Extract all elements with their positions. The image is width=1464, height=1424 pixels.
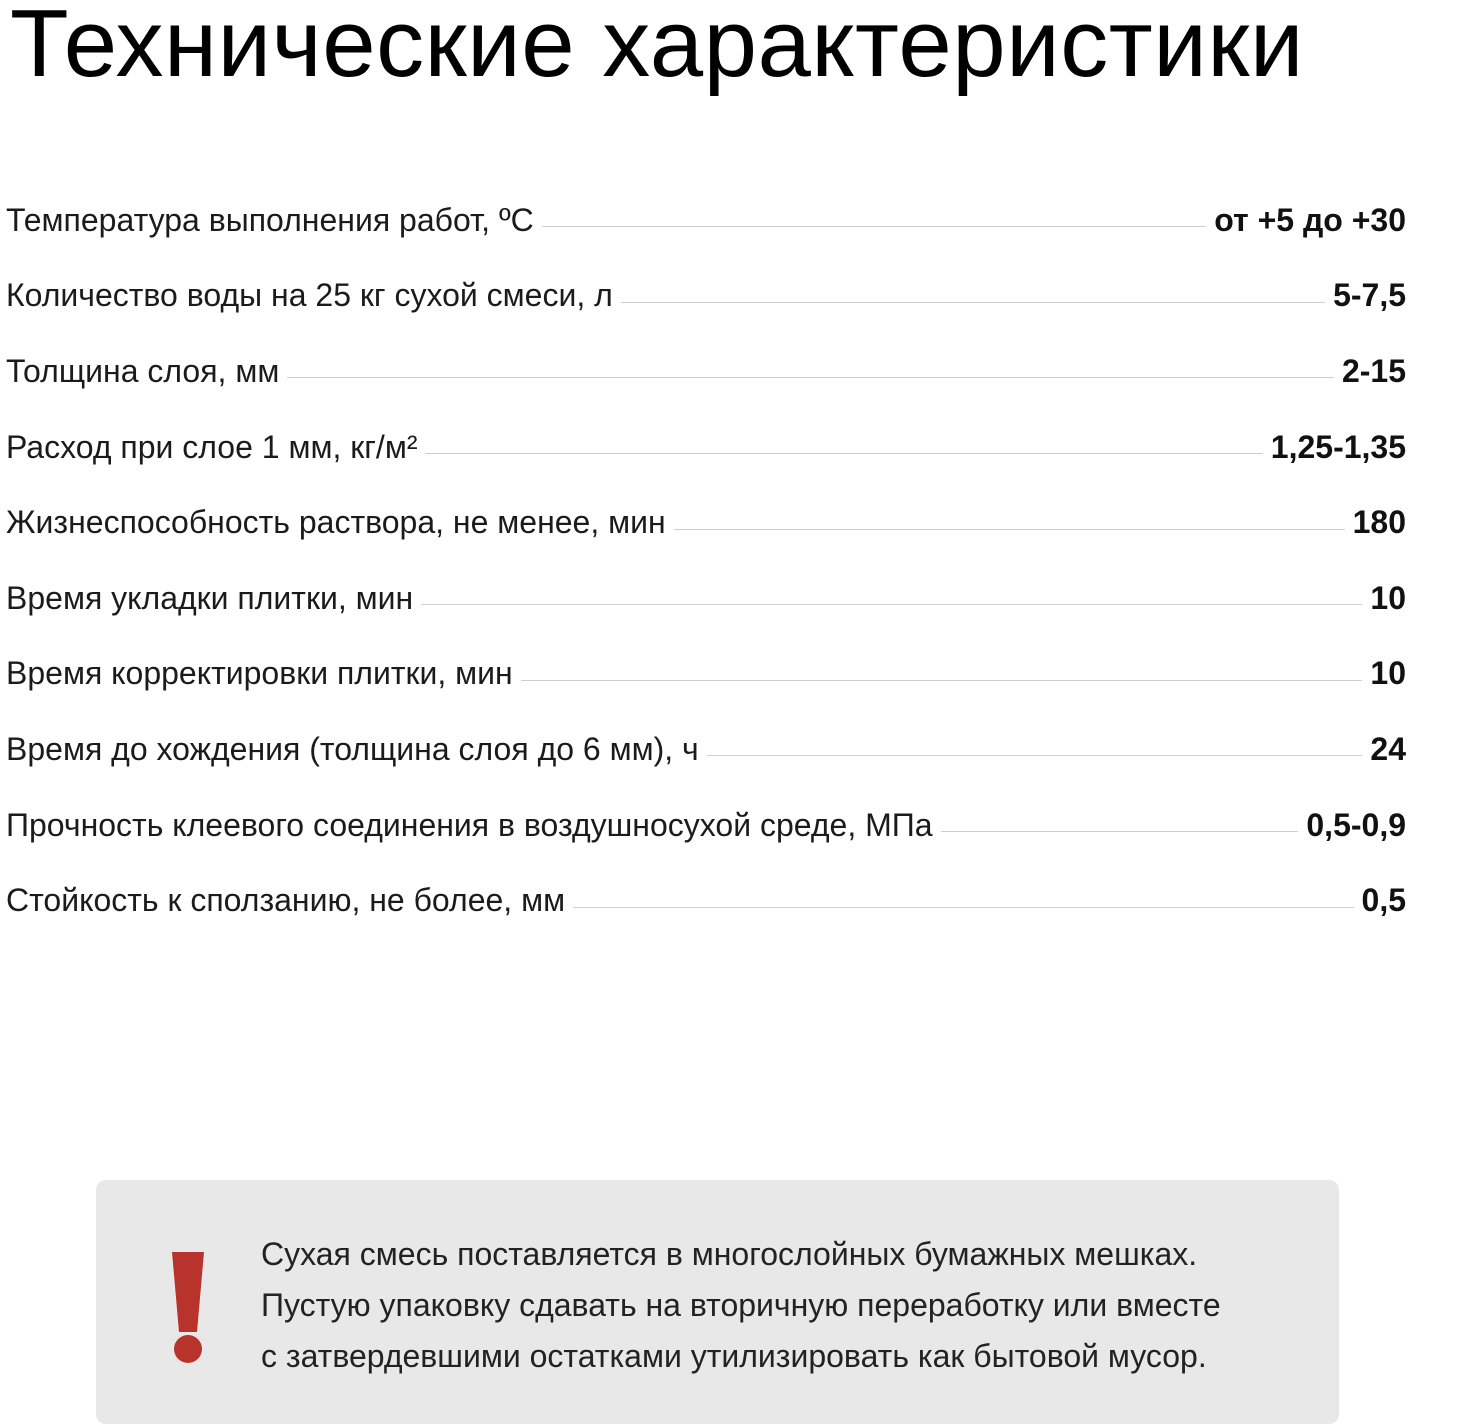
spec-row <box>6 409 1406 485</box>
notice-line: Сухая смесь поставляется в многослойных бумажных мешках. <box>261 1236 1198 1272</box>
spec-value: 180 <box>1352 504 1406 541</box>
spec-value: 10 <box>1370 579 1406 616</box>
notice-line: с затвердевшими остатками утилизировать как бытовой мусор. <box>261 1338 1207 1374</box>
exclamation-bar <box>172 1252 204 1332</box>
spec-label: Стойкость к сползанию, не более, мм <box>6 882 566 919</box>
leader-line <box>941 831 1299 832</box>
spec-row <box>6 711 1406 787</box>
spec-row <box>6 333 1406 409</box>
exclamation-dot <box>174 1335 202 1363</box>
spec-value: 0,5-0,9 <box>1306 806 1406 843</box>
leader-line <box>542 226 1207 227</box>
spec-value: 0,5 <box>1361 882 1406 919</box>
specs-list <box>6 182 1406 938</box>
leader-line <box>707 755 1363 756</box>
spec-label: Температура выполнения работ, ºС <box>6 201 534 238</box>
spec-row <box>6 258 1406 334</box>
spec-row <box>6 636 1406 712</box>
leader-line <box>521 680 1363 681</box>
spec-label: Жизнеспособность раствора, не менее, мин <box>6 504 666 541</box>
spec-label: Количество воды на 25 кг сухой смеси, л <box>6 277 613 314</box>
spec-value: 2-15 <box>1341 352 1406 389</box>
page-title: Технические характеристики <box>10 0 1304 97</box>
spec-row <box>6 484 1406 560</box>
spec-row <box>6 560 1406 636</box>
notice-text <box>261 1229 1321 1382</box>
spec-value: 10 <box>1370 655 1406 692</box>
leader-line <box>573 907 1353 908</box>
leader-line <box>287 377 1334 378</box>
notice-line: Пустую упаковку сдавать на вторичную переработку или вместе <box>261 1287 1221 1323</box>
spec-value: от +5 до +30 <box>1214 201 1406 238</box>
exclamation-icon <box>166 1252 210 1364</box>
spec-label: Прочность клеевого соединения в воздушносухой среде, МПа <box>6 806 933 843</box>
spec-label: Толщина слоя, мм <box>6 352 280 389</box>
spec-row <box>6 862 1406 938</box>
leader-line <box>425 453 1262 454</box>
spec-label: Время до хождения (толщина слоя до 6 мм), ч <box>6 730 699 767</box>
spec-value: 1,25-1,35 <box>1270 428 1406 465</box>
leader-line <box>421 604 1362 605</box>
spec-label: Расход при слое 1 мм, кг/м² <box>6 428 418 465</box>
leader-line <box>621 302 1325 303</box>
spec-label: Время укладки плитки, мин <box>6 579 414 616</box>
spec-row <box>6 787 1406 863</box>
spec-value: 5-7,5 <box>1333 277 1406 314</box>
leader-line <box>674 529 1345 530</box>
spec-value: 24 <box>1370 730 1406 767</box>
spec-row <box>6 182 1406 258</box>
spec-label: Время корректировки плитки, мин <box>6 655 513 692</box>
